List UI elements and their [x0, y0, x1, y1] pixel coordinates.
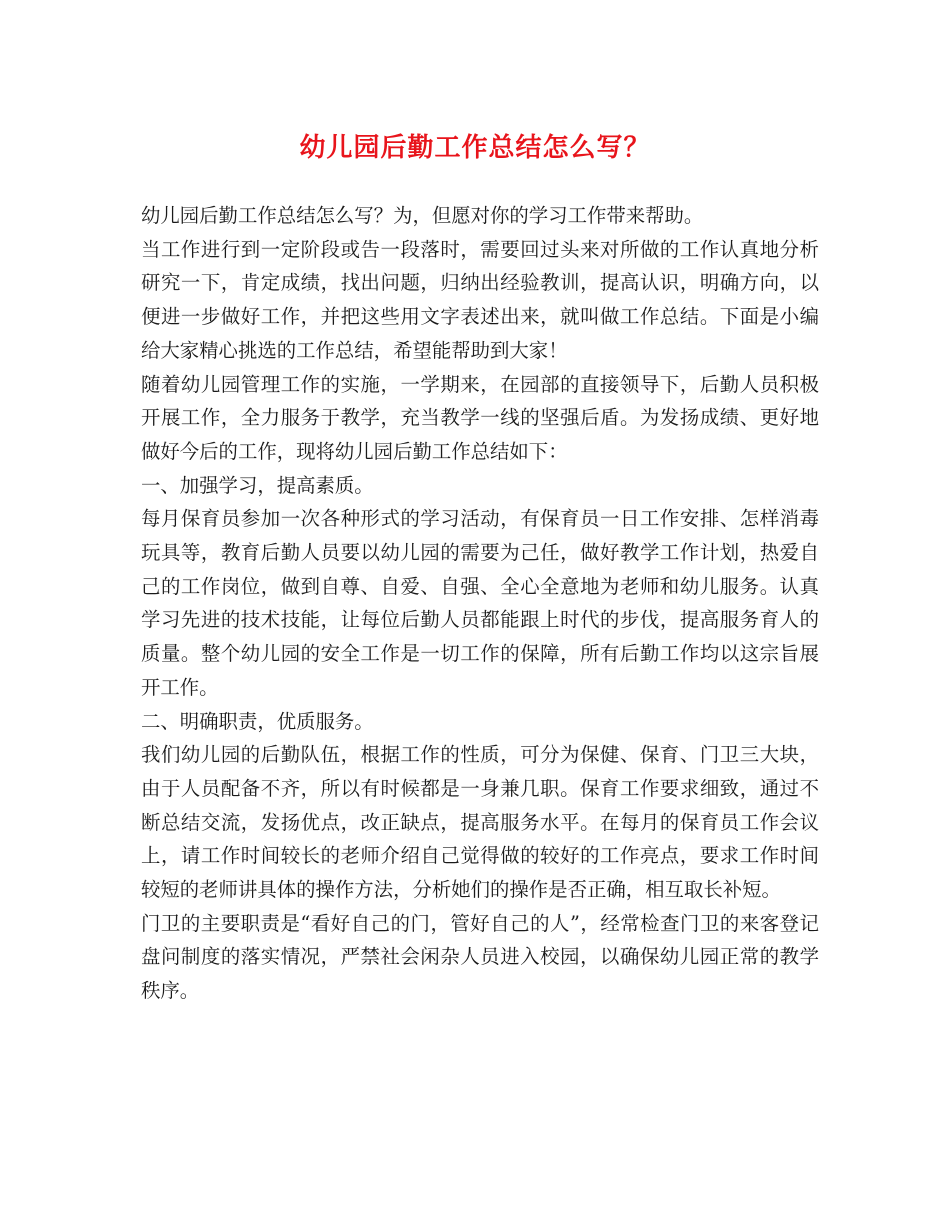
document-title: 幼儿园后勤工作总结怎么写？ [299, 133, 651, 163]
section-heading-2: 二、明确职责，优质服务。 [141, 709, 374, 733]
section-heading-1: 一、加强学习，提高素质。 [141, 473, 374, 497]
paragraph-duties: 我们幼儿园的后勤队伍，根据工作的性质，可分为保健、保育、门卫三大块，由于人员配备不齐，所以有时候都是一身兼几职。保育工作要求细致，通过不断总结交流，发扬优点，改正缺点，提高服务水平。在每月的保育员工作会议上，请工作时间较长的老师介绍自己觉得做的较好的工作亮点，要求工作时间较短的老师讲具体的操作方法，分析她们的操作是否正确，相互取长补短。 [141, 743, 819, 902]
paragraph-overview: 随着幼儿园管理工作的实施，一学期来，在园部的直接领导下，后勤人员积极开展工作，全力服务于教学，充当教学一线的坚强后盾。为发扬成绩、更好地做好今后的工作，现将幼儿园后勤工作总结如下： [141, 372, 819, 463]
paragraph-study: 每月保育员参加一次各种形式的学习活动，有保育员一日工作安排、怎样消毒玩具等，教育后勤人员要以幼儿园的需要为己任，做好教学工作计划，热爱自己的工作岗位，做到自尊、自爱、自强、全心全意地为老师和幼儿服务。认真学习先进的技术技能，让每位后勤人员都能跟上时代的步伐，提高服务育人的质量。整个幼儿园的安全工作是一切工作的保障，所有后勤工作均以这宗旨展开工作。 [141, 507, 819, 699]
paragraph-guard: 门卫的主要职责是“看好自己的门，管好自己的人”，经常检查门卫的来客登记盘问制度的落实情况，严禁社会闲杂人员进入校园，以确保幼儿园正常的教学秩序。 [141, 911, 819, 1003]
paragraph-summary-definition: 当工作进行到一定阶段或告一段落时，需要回过头来对所做的工作认真地分析研究一下，肯定成绩，找出问题，归纳出经验教训，提高认识，明确方向，以便进一步做好工作，并把这些用文字表述出来，就叫做工作总结。下面是小编给大家精心挑选的工作总结，希望能帮助到大家！ [141, 237, 819, 362]
document-body [141, 199, 819, 1008]
paragraph-intro: 幼儿园后勤工作总结怎么写？为，但愿对你的学习工作带来帮助。 [141, 204, 704, 227]
